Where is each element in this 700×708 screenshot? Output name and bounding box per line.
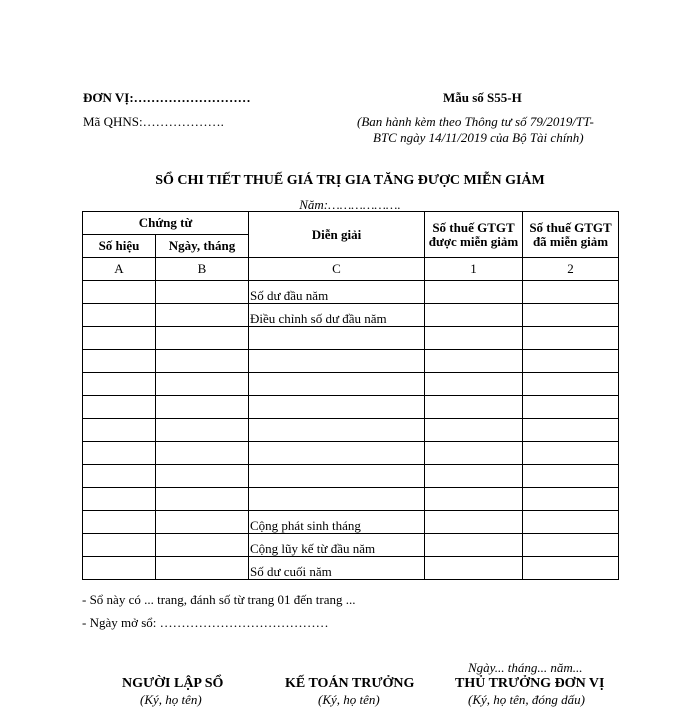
col-code-b: B (156, 258, 249, 281)
table-cell (83, 557, 156, 580)
table-cell (425, 396, 523, 419)
row-description: Số dư cuối năm (249, 557, 425, 580)
column-code-row (83, 258, 619, 281)
table-row (83, 442, 619, 465)
header-row (83, 212, 619, 235)
row-description (249, 327, 425, 350)
table-cell (523, 419, 619, 442)
row-description: Cộng phát sinh tháng (249, 511, 425, 534)
row-description: Số dư đầu năm (249, 281, 425, 304)
unit-label: ĐƠN VỊ:……………………… (83, 90, 251, 105)
row-description (249, 488, 425, 511)
head-of-unit-sub: (Ký, họ tên, đóng dấu) (468, 692, 585, 707)
table-cell (425, 442, 523, 465)
table-cell (156, 419, 249, 442)
table-cell (156, 511, 249, 534)
table-cell (83, 396, 156, 419)
table-cell (83, 327, 156, 350)
table-cell (156, 488, 249, 511)
table-row (83, 327, 619, 350)
description-header: Diễn giải (249, 212, 425, 258)
table-cell (425, 557, 523, 580)
table-cell (83, 373, 156, 396)
table-row (83, 281, 619, 304)
table-cell (523, 327, 619, 350)
table-cell (425, 488, 523, 511)
row-description: Cộng lũy kế từ đầu năm (249, 534, 425, 557)
issued-note-line1: (Ban hành kèm theo Thông tư số 79/2019/TT- (357, 114, 594, 129)
row-description (249, 465, 425, 488)
table-cell (523, 557, 619, 580)
voucher-header: Chứng từ (83, 212, 249, 235)
table-cell (83, 442, 156, 465)
row-description (249, 442, 425, 465)
table-cell (156, 557, 249, 580)
table-cell (425, 511, 523, 534)
row-description (249, 419, 425, 442)
chief-accountant-title: KẾ TOÁN TRƯỞNG (285, 676, 415, 691)
table-row (83, 419, 619, 442)
table-cell (523, 350, 619, 373)
row-description: Điều chỉnh số dư đầu năm (249, 304, 425, 327)
issued-note-line2: BTC ngày 14/11/2019 của Bộ Tài chính) (373, 130, 584, 145)
table-cell (523, 511, 619, 534)
table-row (83, 557, 619, 580)
table-cell (156, 281, 249, 304)
head-of-unit-title: THỦ TRƯỞNG ĐƠN VỊ (455, 676, 605, 691)
table-cell (425, 465, 523, 488)
table-row (83, 350, 619, 373)
table-cell (156, 327, 249, 350)
table-cell (523, 396, 619, 419)
table-row (83, 465, 619, 488)
row-description (249, 350, 425, 373)
table-cell (156, 304, 249, 327)
preparer-title: NGƯỜI LẬP SỔ (122, 676, 224, 691)
preparer-sub: (Ký, họ tên) (140, 692, 202, 707)
table-cell (523, 281, 619, 304)
form-code: Mẫu số S55-H (443, 90, 522, 105)
table-cell (523, 373, 619, 396)
table-cell (156, 350, 249, 373)
table-cell (425, 281, 523, 304)
voucher-date-header: Ngày, tháng (156, 235, 249, 258)
ledger-table (82, 211, 619, 580)
table-cell (83, 534, 156, 557)
pages-note: - Sổ này có ... trang, đánh số từ trang 01 đến trang ... (82, 592, 356, 607)
table-cell (523, 304, 619, 327)
table-cell (156, 465, 249, 488)
qhns-label: Mã QHNS:………………. (83, 114, 224, 129)
table-row (83, 396, 619, 419)
vat-exempt-header: Số thuế GTGT được miễn giảm (425, 212, 523, 258)
table-cell (83, 281, 156, 304)
year-label: Năm:………………. (299, 197, 401, 212)
table-cell (156, 534, 249, 557)
table-cell (523, 465, 619, 488)
table-cell (425, 350, 523, 373)
table-cell (523, 442, 619, 465)
open-date-note: - Ngày mở sổ: ………………………………… (82, 615, 329, 630)
col-code-a: A (83, 258, 156, 281)
table-cell (83, 350, 156, 373)
page-title: SỔ CHI TIẾT THUẾ GIÁ TRỊ GIA TĂNG ĐƯỢC MIỄN GIẢM (155, 173, 545, 188)
col-code-1: 1 (425, 258, 523, 281)
table-cell (156, 373, 249, 396)
table-cell (425, 327, 523, 350)
voucher-number-header: Số hiệu (83, 235, 156, 258)
table-cell (425, 534, 523, 557)
row-description (249, 373, 425, 396)
table-row (83, 488, 619, 511)
signature-date: Ngày... tháng... năm... (468, 660, 583, 675)
table-cell (83, 419, 156, 442)
table-cell (156, 442, 249, 465)
table-cell (83, 304, 156, 327)
table-row (83, 373, 619, 396)
table-row (83, 511, 619, 534)
table-row (83, 304, 619, 327)
table-row (83, 534, 619, 557)
table-cell (83, 488, 156, 511)
table-cell (83, 511, 156, 534)
table-cell (83, 465, 156, 488)
table-cell (523, 534, 619, 557)
table-cell (156, 396, 249, 419)
table-cell (425, 419, 523, 442)
chief-accountant-sub: (Ký, họ tên) (318, 692, 380, 707)
col-code-2: 2 (523, 258, 619, 281)
col-code-c: C (249, 258, 425, 281)
vat-exempted-header: Số thuế GTGT đã miễn giảm (523, 212, 619, 258)
row-description (249, 396, 425, 419)
table-cell (425, 304, 523, 327)
table-cell (425, 373, 523, 396)
table-cell (523, 488, 619, 511)
